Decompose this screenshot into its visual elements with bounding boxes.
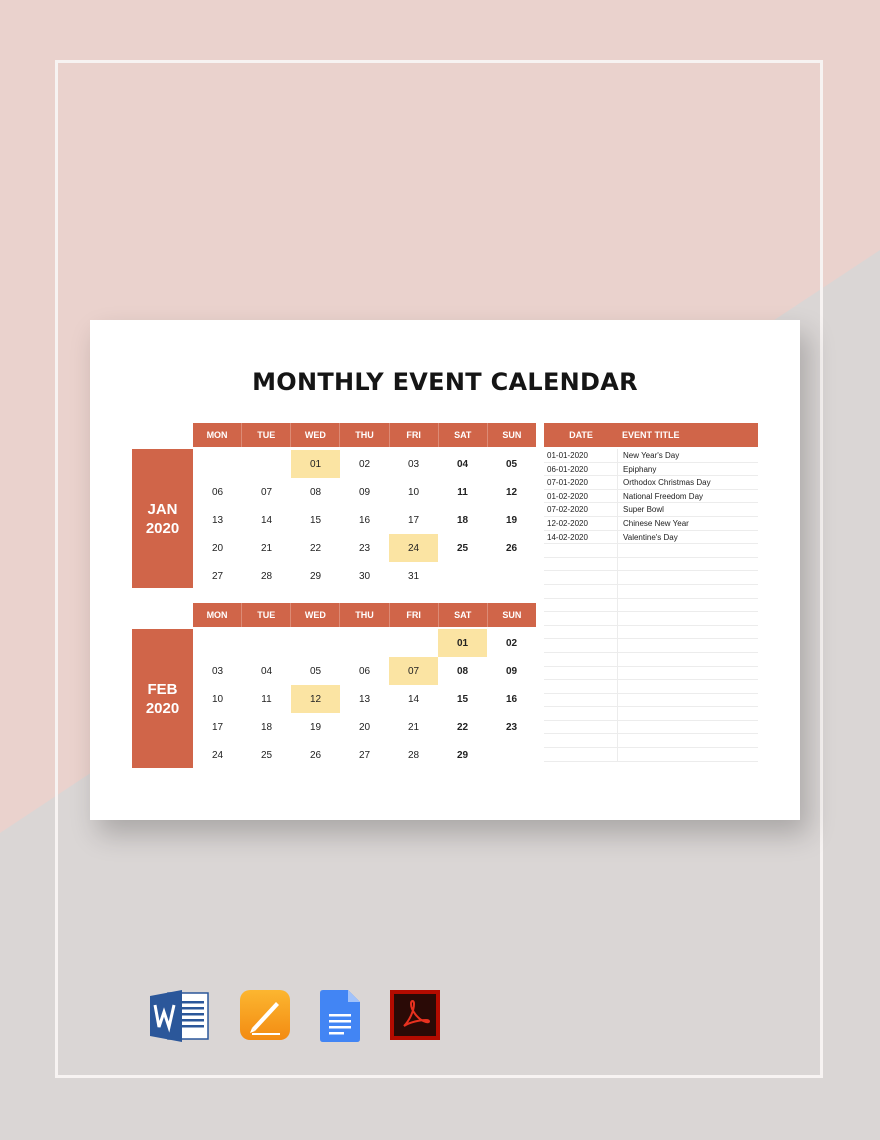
month-grid-feb [193,629,536,769]
weekday-label: SUN [502,430,522,440]
day-cell: 22 [456,721,469,733]
day-cell: 23 [358,542,371,554]
day-cell: 31 [407,570,420,582]
event-title [618,544,758,557]
event-row-empty [544,558,758,572]
event-title-header: EVENT TITLE [622,430,680,440]
event-row-empty [544,585,758,599]
event-title [618,585,758,598]
weekday-header-feb [193,603,536,627]
day-cell: 10 [211,693,224,705]
month-label-feb [132,629,193,768]
pages-icon[interactable] [240,990,290,1040]
day-cell: 01 [291,450,340,478]
event-row-empty [544,734,758,748]
pdf-icon[interactable] [390,990,440,1040]
event-title [618,680,758,693]
event-row-empty [544,748,758,762]
day-cell: 22 [309,542,322,554]
event-date [544,653,618,666]
event-date: 12-02-2020 [544,517,618,530]
event-title [618,667,758,680]
event-row [544,490,758,504]
event-row-empty [544,626,758,640]
weekday-label: TUE [242,423,291,447]
day-cell: 11 [261,693,272,705]
event-date [544,748,618,761]
event-title [618,653,758,666]
event-title [618,694,758,707]
event-row-empty [544,544,758,558]
weekday-label: TUE [242,603,291,627]
event-date [544,694,618,707]
day-cell: 23 [505,721,518,733]
event-row [544,531,758,545]
day-cell: 09 [358,486,371,498]
empty-day-cell [389,629,438,657]
google-docs-icon[interactable] [320,990,360,1042]
day-cell: 12 [505,486,518,498]
weekday-label: MON [193,603,242,627]
event-title [618,599,758,612]
day-cell: 08 [456,665,469,677]
event-date: 14-02-2020 [544,531,618,544]
day-cell: 02 [505,637,518,649]
day-cell: 17 [407,514,420,526]
day-cell: 25 [456,542,469,554]
event-title: Epiphany [623,464,657,474]
day-cell: 02 [358,458,371,470]
empty-day-cell [242,629,291,657]
event-title [618,734,758,747]
event-row [544,476,758,490]
day-cell: 09 [505,665,518,677]
day-cell: 16 [358,514,371,526]
empty-day-cell [193,450,242,478]
event-date [544,571,618,584]
day-cell: 30 [358,570,371,582]
day-cell: 21 [407,721,420,733]
weekday-label: THU [340,603,389,627]
day-cell: 19 [309,721,322,733]
event-date [544,585,618,598]
event-title: Super Bowl [623,505,664,515]
day-cell: 20 [358,721,371,733]
event-title: National Freedom Day [623,491,704,501]
day-cell: 15 [309,514,322,526]
day-cell: 06 [211,486,224,498]
event-row-empty [544,571,758,585]
day-cell: 05 [309,665,322,677]
event-date: 06-01-2020 [544,463,618,476]
event-row-empty [544,680,758,694]
day-cell: 24 [211,749,224,761]
weekday-label: WED [291,423,340,447]
event-date: 07-01-2020 [544,476,618,489]
event-date [544,626,618,639]
day-cell: 07 [260,486,273,498]
day-cell: 04 [260,665,273,677]
day-cell: 24 [389,534,438,562]
day-cell: 07 [389,657,438,685]
event-row [544,517,758,531]
event-row-empty [544,707,758,721]
weekday-label: FRI [390,423,439,447]
calendar-sheet [90,320,800,820]
day-cell: 06 [358,665,371,677]
event-table-header [544,423,758,447]
empty-day-cell [340,629,389,657]
day-cell: 26 [505,542,518,554]
weekday-header-jan [193,423,536,447]
event-date: 01-01-2020 [544,449,618,462]
day-cell: 20 [211,542,224,554]
day-cell: 27 [211,570,224,582]
empty-day-cell [242,450,291,478]
day-cell: 10 [407,486,420,498]
event-row-empty [544,612,758,626]
word-icon[interactable] [150,990,210,1042]
day-cell: 19 [505,514,518,526]
event-title [618,721,758,734]
day-cell: 05 [505,458,518,470]
weekday-label: SUN [502,610,522,620]
event-title [618,612,758,625]
event-date [544,612,618,625]
month-grid-jan [193,450,536,590]
event-title [618,707,758,720]
day-cell: 03 [211,665,224,677]
month-name: JAN [147,500,178,518]
event-row-empty [544,653,758,667]
weekday-label: WED [291,603,340,627]
day-cell: 16 [505,693,518,705]
event-row [544,503,758,517]
event-row-empty [544,721,758,735]
weekday-label: SAT [439,603,488,627]
event-title [618,639,758,652]
day-cell: 04 [456,458,469,470]
day-cell: 12 [291,685,340,713]
month-label-jan [132,449,193,588]
event-date [544,599,618,612]
empty-day-cell [487,741,536,769]
day-cell: 29 [309,570,322,582]
day-cell: 13 [358,693,371,705]
event-row-empty [544,639,758,653]
empty-day-cell [193,629,242,657]
event-row [544,463,758,477]
event-row-empty [544,694,758,708]
day-cell: 14 [407,693,420,705]
event-row [544,449,758,463]
event-date [544,558,618,571]
month-year: 2020 [145,699,180,717]
day-cell: 28 [407,749,420,761]
day-cell: 29 [456,749,469,761]
day-cell: 11 [457,486,468,498]
day-cell: 25 [260,749,273,761]
month-name: FEB [147,680,178,698]
event-date: 01-02-2020 [544,490,618,503]
event-title: New Year's Day [623,451,680,460]
month-year: 2020 [145,519,180,537]
event-date: 07-02-2020 [544,503,618,516]
event-date [544,707,618,720]
event-title [618,748,758,761]
empty-day-cell [291,629,340,657]
day-cell: 13 [211,514,224,526]
page-title: MONTHLY EVENT CALENDAR [252,368,638,396]
day-cell: 26 [309,749,322,761]
day-cell: 17 [211,721,224,733]
weekday-label: THU [340,423,389,447]
event-title: Orthodox Christmas Day [623,478,711,488]
event-title [618,558,758,571]
event-title: Valentine's Day [623,532,678,542]
weekday-label: SAT [439,423,488,447]
day-cell: 18 [456,514,469,526]
event-row-empty [544,599,758,613]
event-date [544,680,618,693]
event-title: Chinese New Year [623,518,689,528]
day-cell: 14 [260,514,273,526]
day-cell: 08 [309,486,322,498]
event-date-header: DATE [569,430,593,440]
day-cell: 28 [260,570,273,582]
event-date [544,639,618,652]
event-title [618,571,758,584]
empty-day-cell [487,562,536,590]
day-cell: 18 [260,721,273,733]
day-cell: 21 [260,542,273,554]
day-cell: 27 [358,749,371,761]
event-date [544,734,618,747]
empty-day-cell [438,562,487,590]
day-cell: 15 [456,693,469,705]
day-cell: 01 [438,629,487,657]
weekday-label: MON [193,423,242,447]
event-date [544,544,618,557]
event-row-empty [544,667,758,681]
event-date [544,721,618,734]
event-title [618,626,758,639]
event-table [544,449,758,762]
day-cell: 03 [407,458,420,470]
event-date [544,667,618,680]
weekday-label: FRI [390,603,439,627]
